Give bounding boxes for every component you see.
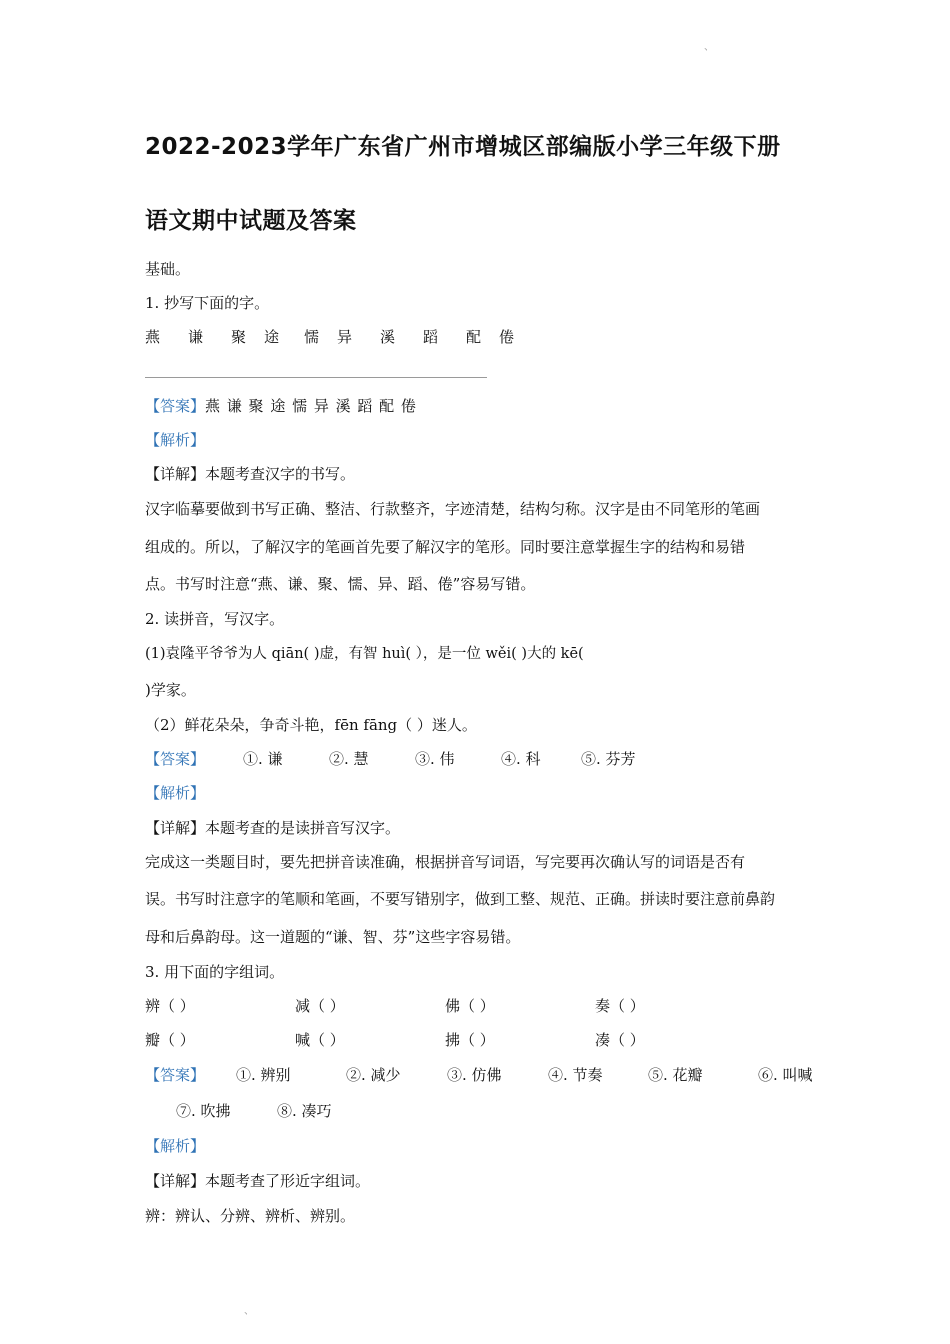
answer-tag: 【答案】 <box>145 397 206 415</box>
q3-last-line: 辨：辨认、分辨、辨析、辨别。 <box>145 1207 356 1225</box>
q3-detail-line <box>145 1171 370 1191</box>
q2-answer-item: ③. 伟 <box>415 750 455 768</box>
q3-answer-item: ①. 辨别 <box>236 1066 291 1084</box>
q3-analysis-tag: 【解析】 <box>145 1137 206 1155</box>
q3-answer-item: ⑤. 花瓣 <box>648 1066 703 1084</box>
q2-answer-item: ④. 科 <box>501 750 541 768</box>
q3-word-cell: 凑（ ） <box>595 1031 645 1049</box>
q3-word-cell: 辨（ ） <box>145 997 195 1015</box>
q1-char: 谦 <box>188 328 204 346</box>
q2-para-line: 母和后鼻韵母。这一道题的“谦、智、芬”这些字容易错。 <box>145 928 521 946</box>
q1-para-line: 组成的。所以，了解汉字的笔画首先要了解汉字的笔形。同时要注意掌握生字的结构和易错 <box>145 538 746 556</box>
q1-char: 倦 <box>499 328 515 346</box>
q3-detail-text: 本题考查了形近字组词。 <box>205 1172 371 1190</box>
q1-char: 燕 <box>145 328 161 346</box>
q2-answer-line <box>145 749 636 769</box>
q2-para-line: 误。书写时注意字的笔顺和笔画，不要写错别字，做到工整、规范、正确。拼读时要注意前鼻韵 <box>145 890 776 908</box>
q2-answer-item: ⑤. 芬芳 <box>581 750 636 768</box>
q3-word-cell: 喊（ ） <box>295 1031 345 1049</box>
q2-answer-item: ①. 谦 <box>243 750 283 768</box>
q1-para-line: 点。书写时注意“燕、谦、聚、懦、异、蹈、倦”容易写错。 <box>145 575 536 593</box>
q3-word-row-2 <box>145 1030 645 1050</box>
q1-char: 懦 <box>304 328 320 346</box>
q1-char: 配 <box>466 328 482 346</box>
q2-sub2: （2）鲜花朵朵，争奇斗艳，fēn fāng（ ）迷人。 <box>145 716 477 734</box>
section-label: 基础。 <box>145 260 191 278</box>
q2-para-line: 完成这一类题目时，要先把拼音读准确，根据拼音写词语，写完要再次确认写的词语是否有 <box>145 853 746 871</box>
q3-word-cell: 佛（ ） <box>445 997 495 1015</box>
q3-answer-item: ④. 节奏 <box>548 1066 603 1084</box>
q2-stem: 2. 读拼音，写汉字。 <box>145 610 285 628</box>
q1-char: 异 <box>337 328 353 346</box>
q3-word-row-1 <box>145 996 645 1016</box>
q1-para-line: 汉字临摹要做到书写正确、整洁、行款整齐，字迹清楚，结构匀称。汉字是由不同笔形的笔画 <box>145 500 761 518</box>
detail-tag: 【详解】 <box>145 819 206 837</box>
q3-answer-item: ②. 减少 <box>346 1066 401 1084</box>
q1-detail-text: 本题考查汉字的书写。 <box>205 465 356 483</box>
q2-detail-line <box>145 818 400 838</box>
q1-analysis-tag: 【解析】 <box>145 431 206 449</box>
q3-word-cell: 瓣（ ） <box>145 1031 195 1049</box>
q3-answer-item: ⑧. 凑巧 <box>277 1102 332 1120</box>
q3-answer-line-2 <box>176 1101 332 1121</box>
detail-tag: 【详解】 <box>145 1172 206 1190</box>
q2-analysis-tag: 【解析】 <box>145 784 206 802</box>
q2-sub1-line2: )学家。 <box>145 681 196 699</box>
q1-answer-text: 燕 谦 聚 途 懦 异 溪 蹈 配 倦 <box>205 397 417 415</box>
detail-tag: 【详解】 <box>145 465 206 483</box>
answer-tag: 【答案】 <box>145 750 206 768</box>
q3-answer-line-1 <box>145 1065 813 1085</box>
q3-word-cell: 拂（ ） <box>445 1031 495 1049</box>
q1-writing-line <box>145 377 487 378</box>
title-line-2: 语文期中试题及答案 <box>145 208 357 234</box>
q1-char: 聚 <box>231 328 247 346</box>
q3-stem: 3. 用下面的字组词。 <box>145 963 285 981</box>
q1-char-list <box>145 327 519 347</box>
q3-answer-item: ③. 仿佛 <box>447 1066 502 1084</box>
answer-tag: 【答案】 <box>145 1066 206 1084</box>
title-line-1: 2022-2023学年广东省广州市增城区部编版小学三年级下册 <box>145 134 781 160</box>
q2-sub1-line1: (1)袁隆平爷爷为人 qiān( )虚，有智 huì( ），是一位 wěi( )大的 kē( <box>145 646 584 662</box>
q3-answer-item: ⑥. 叫喊 <box>758 1066 813 1084</box>
q2-detail-text: 本题考查的是读拼音写汉字。 <box>205 819 401 837</box>
q3-word-cell: 奏（ ） <box>595 997 645 1015</box>
q1-char: 蹈 <box>423 328 439 346</box>
q1-detail-line <box>145 464 355 484</box>
q2-answer-item: ②. 慧 <box>329 750 369 768</box>
q1-char: 途 <box>264 328 280 346</box>
footer-mark: 、 <box>244 1306 254 1317</box>
q1-char: 溪 <box>380 328 396 346</box>
q3-word-cell: 减（ ） <box>295 997 345 1015</box>
q1-answer-line <box>145 396 417 416</box>
header-mark: 、 <box>704 42 714 53</box>
q3-answer-item: ⑦. 吹拂 <box>176 1102 231 1120</box>
q1-stem: 1. 抄写下面的字。 <box>145 294 270 312</box>
